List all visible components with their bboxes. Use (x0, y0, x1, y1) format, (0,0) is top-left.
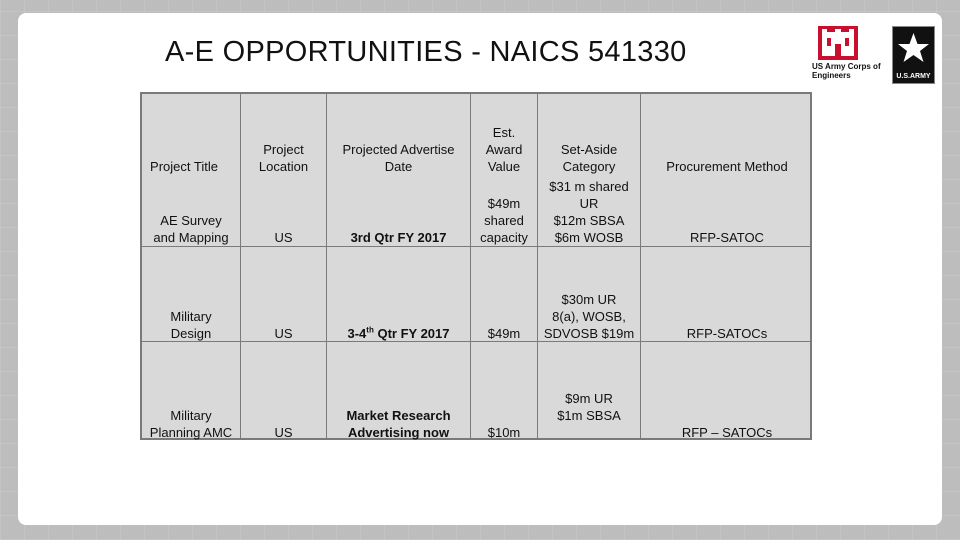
usace-logo-text: US Army Corps of Engineers (812, 62, 881, 80)
row2-award: $49m (487, 326, 521, 341)
usace-logo (812, 26, 882, 84)
header-procurement: Procurement Method (666, 159, 788, 174)
row1-location: US (274, 230, 293, 245)
row2-date: 3-4th Qtr FY 2017 (347, 325, 450, 341)
row2-procurement: RFP-SATOCs (686, 326, 768, 341)
opportunities-table (140, 92, 812, 440)
star-icon (893, 27, 934, 67)
header-setaside: Set-Aside Category (560, 142, 618, 174)
header-project-location: Project Location (258, 142, 309, 174)
castle-icon (818, 26, 858, 60)
header-advertise-date: Projected Advertise Date (342, 142, 455, 174)
row3-date: Market Research Advertising now (346, 408, 451, 440)
row1-setaside: $31 m shared UR $12m SBSA $6m WOSB (549, 179, 629, 245)
row3-title: Military Planning AMC (149, 408, 233, 440)
army-logo-text: U.S.ARMY (896, 73, 931, 80)
header-project-title: Project Title (150, 159, 218, 174)
row3-location: US (274, 425, 293, 440)
army-logo (892, 26, 935, 84)
row2-title: Military Design (170, 309, 212, 341)
header-award-value: Est. Award Value (485, 125, 523, 174)
row1-procurement: RFP-SATOC (690, 230, 764, 245)
row1-title: AE Survey and Mapping (153, 213, 229, 245)
row1-award: $49m shared capacity (480, 196, 528, 245)
row3-procurement: RFP – SATOCs (681, 425, 773, 440)
row1-date: 3rd Qtr FY 2017 (350, 230, 447, 245)
row3-award: $10m (487, 425, 521, 440)
row3-setaside: $9m UR $1m SBSA (557, 391, 621, 423)
row2-location: US (274, 326, 293, 341)
page-title: A-E OPPORTUNITIES - NAICS 541330 (165, 36, 687, 68)
row2-setaside: $30m UR 8(a), WOSB, SDVOSB $19m (543, 292, 635, 341)
